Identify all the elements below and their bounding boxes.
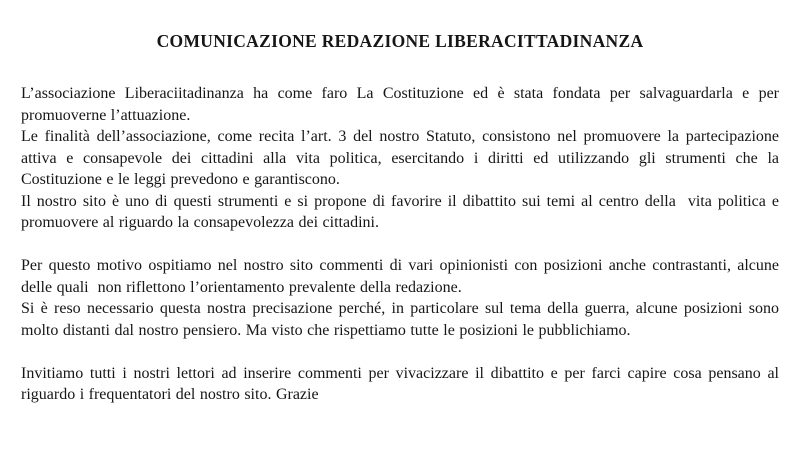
paragraph: Il nostro sito è uno di questi strumenti e si propone di favorire il dibattito sui temi al centro della vita politica e promuovere al riguardo la consapevolezza dei cittadini. xyxy=(21,192,784,231)
paragraph: Per questo motivo ospitiamo nel nostro sito commenti di vari opinionisti con posizioni anche contrastanti, alcune delle quali non riflettono l’orientamento prevalente della redazione. xyxy=(21,257,784,296)
paragraph-block-precisazione xyxy=(21,255,788,341)
paragraph: L’associazione Liberaciitadinanza ha come faro La Costituzione ed è stata fondata per salvaguardarla e per promuoverne l’attuazione. xyxy=(21,85,784,124)
document-title: COMUNICAZIONE REDAZIONE LIBERACITTADINANZA xyxy=(156,31,644,51)
document-body xyxy=(21,83,788,406)
paragraph-block-intro xyxy=(21,83,784,234)
paragraph: Si è reso necessario questa nostra precisazione perché, in particolare sul tema della guerra, alcune posizioni sono molto distanti dal nostro pensiero. Ma visto che rispettiamo tutte le posizioni le pubblichiamo. xyxy=(21,300,788,339)
paragraph-block-invito xyxy=(21,363,784,406)
paragraph: Invitiamo tutti i nostri lettori ad inserire commenti per vivacizzare il dibattito e per farci capire cosa pensano al riguardo i frequentatori del nostro sito. Grazie xyxy=(21,364,784,403)
paragraph: Le finalità dell’associazione, come recita l’art. 3 del nostro Statuto, consistono nel promuovere la partecipazione attiva e consapevole dei cittadini alla vita politica, esercitando i diritti ed utilizzando gli strumenti che la Costituzione e le leggi prevedono e garantiscono. xyxy=(21,128,784,188)
